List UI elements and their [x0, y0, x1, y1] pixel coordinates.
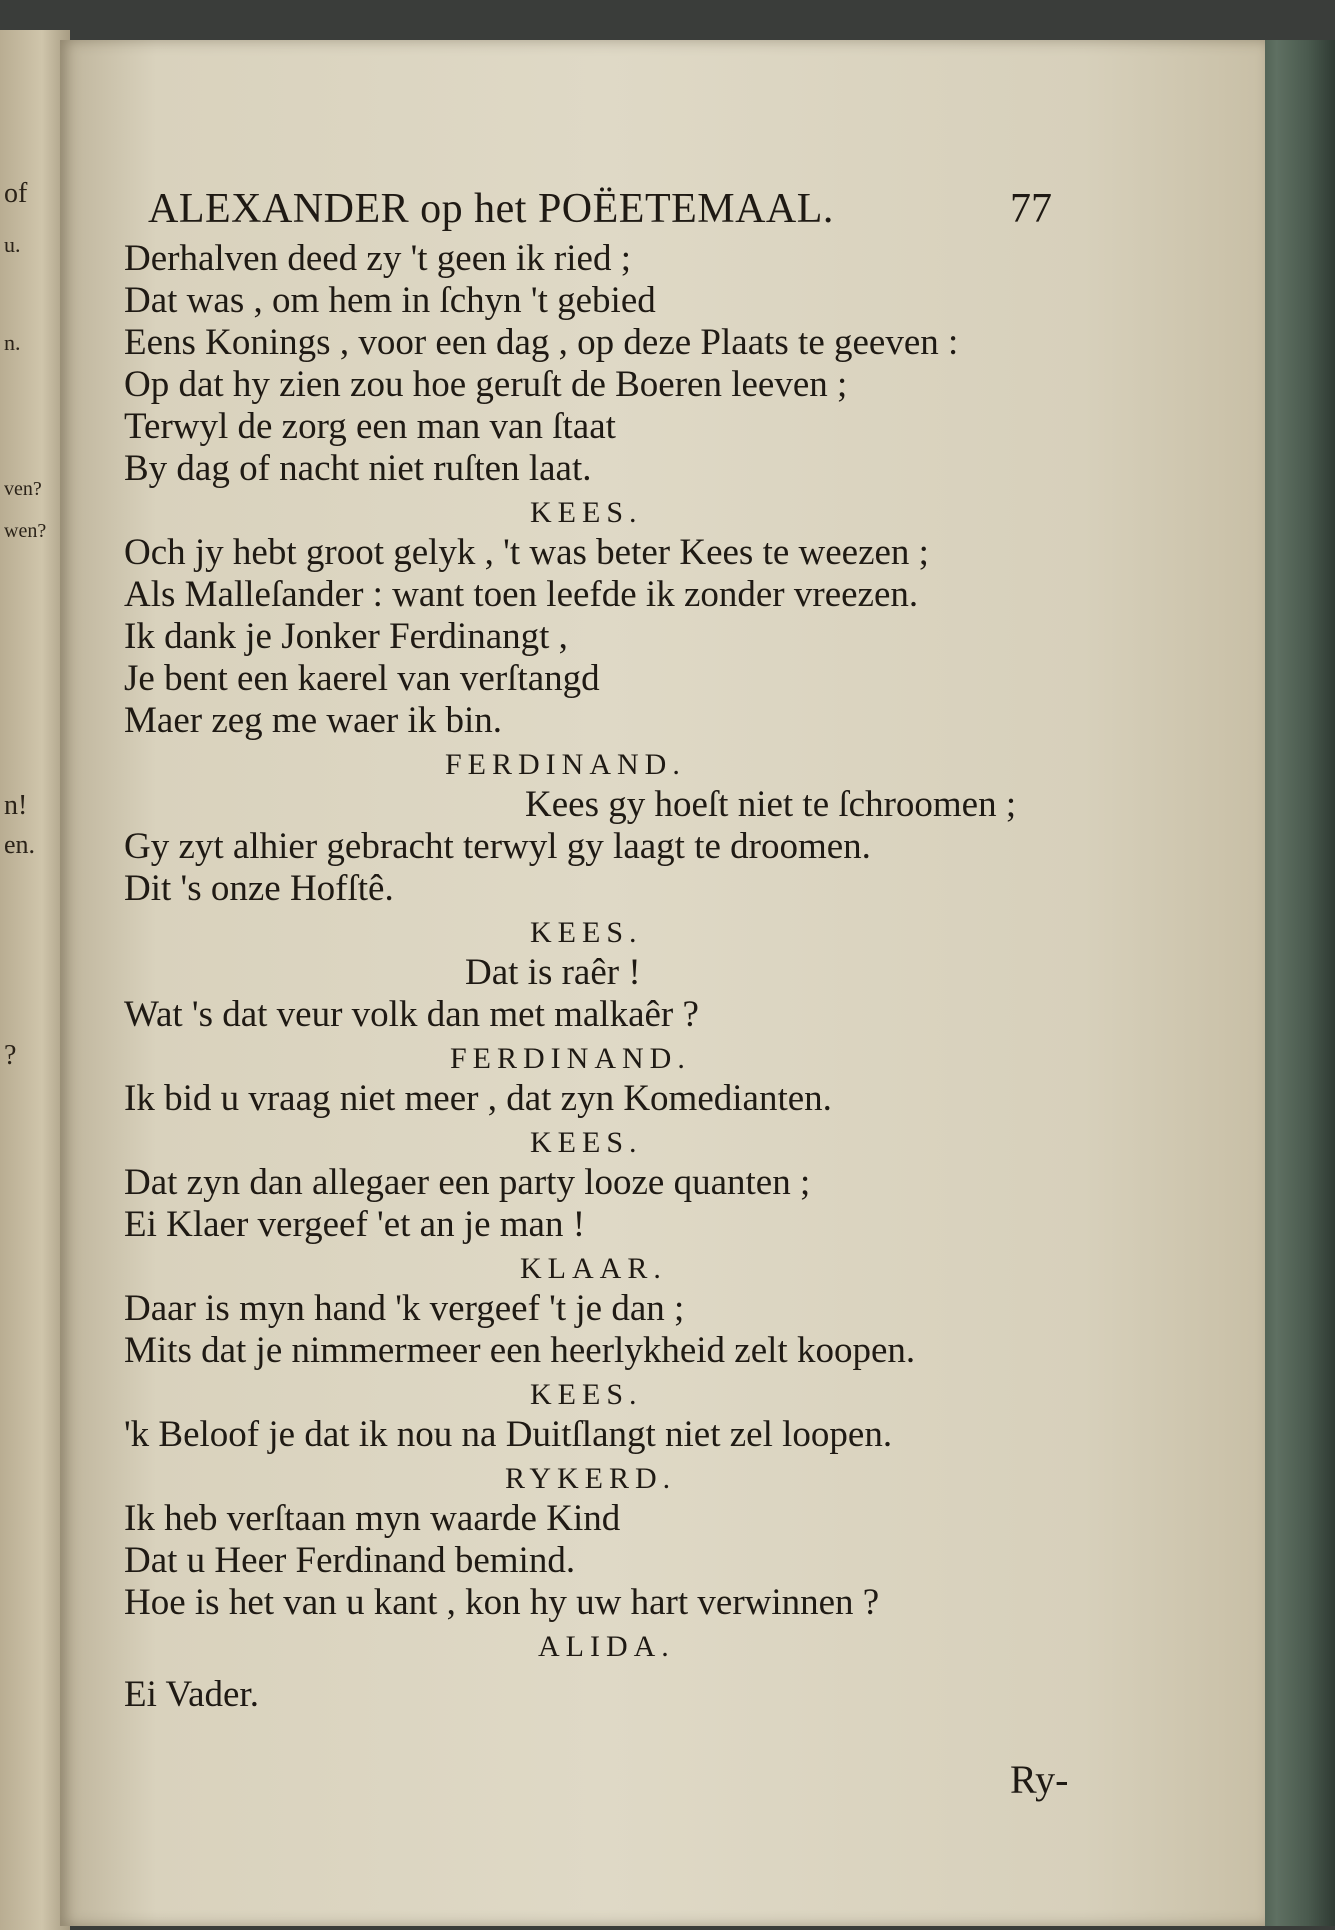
verse-line: Derhalven deed zy 't geen ik ried ;: [124, 238, 631, 279]
verse-line: Terwyl de zorg een man van ſtaat: [124, 406, 616, 447]
facing-page-fragment: ven?: [4, 478, 42, 500]
verse-line: Maer zeg me waer ik bin.: [124, 700, 503, 741]
verse-line: Eens Konings , voor een dag , op deze Plaats te geeven :: [124, 322, 959, 363]
verse-line: Wat 's dat veur volk dan met malkaêr ?: [124, 994, 699, 1035]
verse-line: Dat was , om hem in ſchyn 't gebied: [124, 280, 656, 321]
verse-line: Dat zyn dan allegaer een party looze quanten ;: [124, 1162, 811, 1203]
verse-line: Hoe is het van u kant , kon hy uw hart verwinnen ?: [124, 1582, 880, 1623]
page-number: 77: [1010, 186, 1052, 232]
verse-line: Kees gy hoeſt niet te ſchroomen ;: [525, 784, 1017, 825]
speaker-name: KEES.: [530, 496, 643, 529]
verse-line: Ei Klaer vergeef 'et an je man !: [124, 1204, 586, 1245]
verse-line: Ei Vader.: [124, 1674, 259, 1715]
speaker-name: KLAAR.: [520, 1252, 667, 1285]
verse-line: Mits dat je nimmermeer een heerlykheid zelt koopen.: [124, 1330, 916, 1371]
facing-page-fragment: n!: [4, 790, 28, 821]
verse-line: Och jy hebt groot gelyk , 't was beter Kees te weezen ;: [124, 532, 929, 573]
verse-line: Als Malleſander : want toen leefde ik zonder vreezen.: [124, 574, 919, 615]
speaker-name: FERDINAND.: [445, 748, 686, 781]
facing-page-fragment: en.: [4, 830, 36, 859]
verse-line: Dit 's onze Hofſtê.: [124, 868, 394, 909]
facing-page-fragment: u.: [4, 232, 21, 257]
verse-line: Daar is myn hand 'k vergeef 't je dan ;: [124, 1288, 685, 1329]
facing-page-fragment: wen?: [4, 520, 47, 542]
verse-line: Ik heb verſtaan myn waarde Kind: [124, 1498, 621, 1539]
verse-line: Ik bid u vraag niet meer , dat zyn Komedianten.: [124, 1078, 832, 1119]
speaker-name: FERDINAND.: [450, 1042, 691, 1075]
catchword: Ry-: [1010, 1757, 1069, 1802]
speaker-name: KEES.: [530, 1126, 643, 1159]
speaker-name: RYKERD.: [505, 1462, 677, 1495]
speaker-name: KEES.: [530, 916, 643, 949]
facing-page-fragment: of: [4, 178, 28, 209]
verse-line: 'k Beloof je dat ik nou na Duitſlangt niet zel loopen.: [124, 1414, 893, 1455]
verse-line: Gy zyt alhier gebracht terwyl gy laagt te droomen.: [124, 826, 871, 867]
verse-line: Ik dank je Jonker Ferdinangt ,: [124, 616, 568, 657]
verse-line: Je bent een kaerel van verſtangd: [124, 658, 600, 699]
verse-line: By dag of nacht niet ruſten laat.: [124, 448, 592, 489]
facing-page-fragment: ?: [4, 1040, 17, 1071]
speaker-name: KEES.: [530, 1378, 643, 1411]
running-header: ALEXANDER op het POËETEMAAL.: [148, 186, 834, 232]
verse-line: Dat is raêr !: [465, 952, 641, 993]
verse-line: Op dat hy zien zou hoe geruſt de Boeren leeven ;: [124, 364, 848, 405]
facing-page-fragment: n.: [4, 330, 21, 355]
book-page: [60, 40, 1265, 1926]
verse-line: Dat u Heer Ferdinand bemind.: [124, 1540, 576, 1581]
speaker-name: ALIDA.: [538, 1630, 675, 1663]
